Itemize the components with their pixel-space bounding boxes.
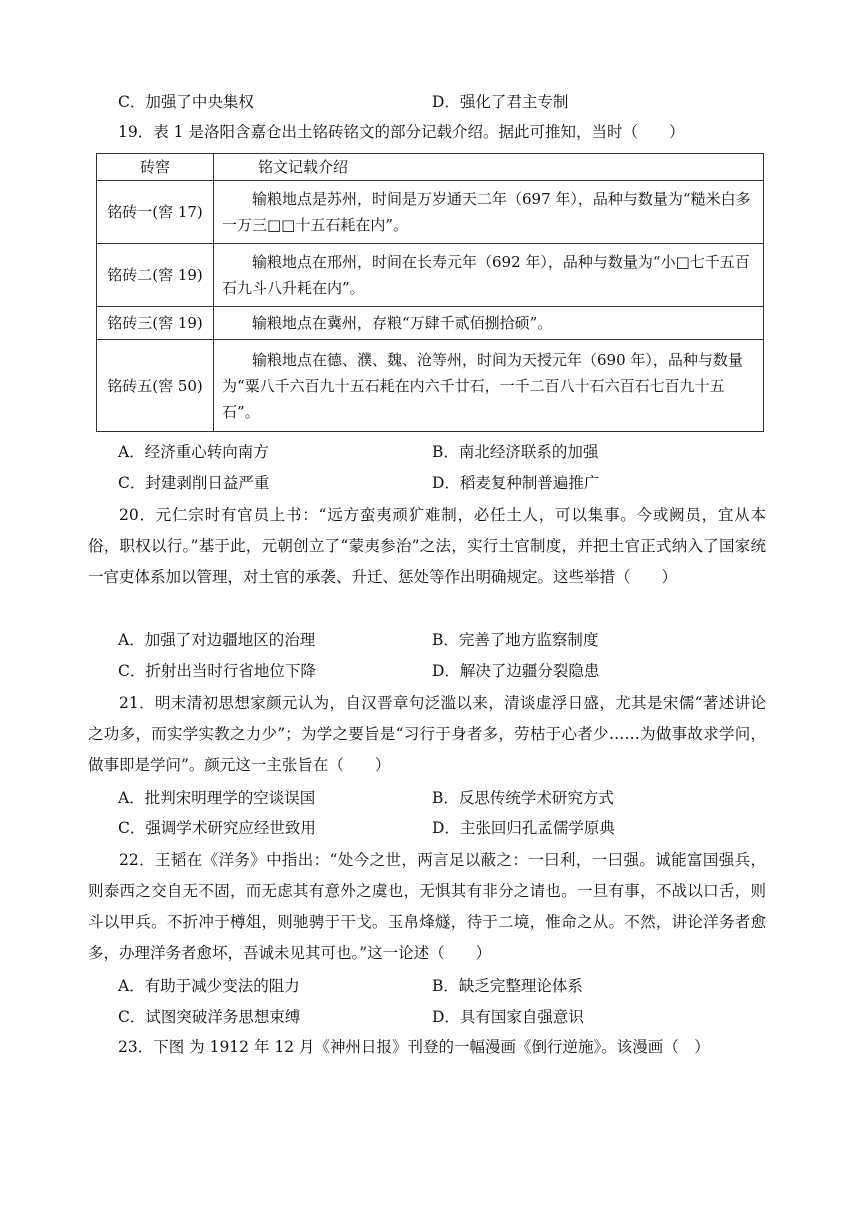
- q20-option-a: A．加强了对边疆地区的治理: [118, 631, 316, 649]
- q21-stem: [88, 688, 766, 781]
- q21-option-a: A．批判宋明理学的空谈误国: [118, 789, 316, 807]
- table-cell-kiln: 铭砖二(窖 19): [97, 244, 214, 307]
- q21-option-b: B．反思传统学术研究方式: [432, 789, 614, 807]
- table-row: [97, 244, 764, 307]
- q22-stem: [88, 845, 766, 969]
- q21-stem-text: 21．明末清初思想家颜元认为，自汉晋章句泛滥以来，清谈虚浮日盛，尤其是宋儒“著述讲论之功多，而实学实教之力少”；为学之要旨是“习行于身者多，劳枯于心者少……为做事故求学问，做事即是学问”。颜元这一主张旨在（ ）: [88, 694, 766, 774]
- table-row: [97, 181, 764, 244]
- table-row: [97, 340, 764, 432]
- table-header-row: [97, 154, 764, 181]
- table-cell-kiln: 铭砖一(窖 17): [97, 181, 214, 244]
- q19-option-a: A．经济重心转向南方: [118, 443, 269, 461]
- q22-stem-text: 22．王韬在《洋务》中指出：“处今之世，两言足以蔽之：一曰利，一曰强。诚能富国强兵，则泰西之交自无不固，而无虑其有意外之虞也，无惧其有非分之请也。一旦有事，不战以口舌，则斗以甲兵。不折冲于樽俎，则驰骋于干戈。玉帛烽燧，待于二境，惟命之从。不然，讲论洋务者愈多，办理洋务者愈坏，吾诚未见其可也。”这一论述（ ）: [88, 851, 766, 962]
- q23-stem: 23．下图 为 1912 年 12 月《神州日报》刊登的一幅漫画《倒行逆施》。该漫画（ ）: [118, 1038, 710, 1056]
- q19-stem: 19．表 1 是洛阳含嘉仓出土铭砖铭文的部分记载介绍。据此可推知，当时（ ）: [118, 123, 685, 141]
- q19-option-d: D．稻麦复种制普遍推广: [432, 474, 600, 492]
- q18-option-c: C．加强了中央集权: [118, 93, 254, 111]
- q21-option-c: C．强调学术研究应经世致用: [118, 819, 316, 837]
- q22-option-b: B．缺乏完整理论体系: [432, 977, 583, 995]
- q20-option-d: D．解决了边疆分裂隐患: [432, 662, 600, 680]
- q18-option-d: D．强化了君主专制: [432, 93, 569, 111]
- q21-option-d: D．主张回归孔孟儒学原典: [432, 819, 615, 837]
- table-row: [97, 307, 764, 340]
- table-cell-description: 输粮地点在冀州，存粮“万肆千贰佰捌拾硕”。: [214, 307, 764, 340]
- q19-table: [96, 153, 764, 432]
- table-cell-kiln: 铭砖五(窖 50): [97, 340, 214, 432]
- table-header-description: 铭文记载介绍: [214, 154, 764, 181]
- q19-option-c: C．封建剥削日益严重: [118, 474, 270, 492]
- table-cell-description: 输粮地点是苏州，时间是万岁通天二年（697 年），品种与数量为“糙米白多一万三□□十五石耗在内”。: [214, 181, 764, 244]
- q22-option-c: C．试图突破洋务思想束缚: [118, 1008, 301, 1026]
- q22-option-a: A．有助于减少变法的阻力: [118, 977, 300, 995]
- table-header-kiln: 砖窖: [97, 154, 214, 181]
- q20-option-c: C．折射出当时行省地位下降: [118, 662, 316, 680]
- q20-option-b: B．完善了地方监察制度: [432, 631, 599, 649]
- q20-stem: [88, 500, 766, 593]
- q22-option-d: D．具有国家自强意识: [432, 1008, 584, 1026]
- q20-stem-text: 20．元仁宗时有官员上书：“远方蛮夷顽犷难制，必任土人，可以集事。今或阙员，宜从本俗，职权以行。”基于此，元朝创立了“蒙夷参治”之法，实行土官制度，并把土官正式纳入了国家统一官吏体系加以管理，对土官的承袭、升迁、惩处等作出明确规定。这些举措（ ）: [88, 506, 766, 586]
- table-cell-kiln: 铭砖三(窖 19): [97, 307, 214, 340]
- q19-option-b: B．南北经济联系的加强: [432, 443, 599, 461]
- table-cell-description: 输粮地点在德、濮、魏、沧等州，时间为天授元年（690 年），品种与数量为“粟八千六百九十五石耗在内六千廿石，一千二百八十石六百石七百九十五石”。: [214, 340, 764, 432]
- table-cell-description: 输粮地点在邢州，时间在长寿元年（692 年），品种与数量为“小□七千五百石九斗八升耗在内”。: [214, 244, 764, 307]
